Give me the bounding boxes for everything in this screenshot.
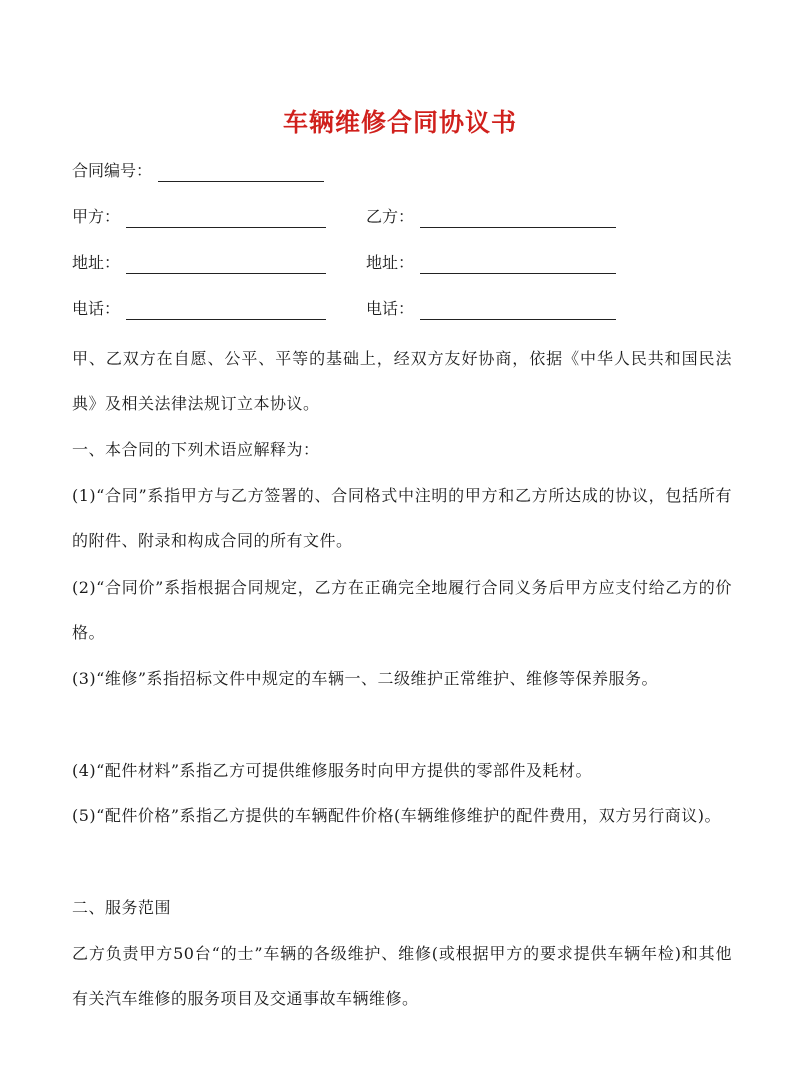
term-3-maintenance: (3)“维修”系指招标文件中规定的车辆一、二级维护正常维护、维修等保养服务。: [72, 669, 659, 688]
paragraph-preamble: 甲、乙双方在自愿、公平、平等的基础上，经双方友好协商，依据《中华人民共和国民法典》及相关法律法规订立本协议。: [72, 349, 732, 413]
section-2-heading: 二、服务范围: [72, 898, 172, 917]
phone-a-field: [72, 298, 326, 320]
party-b-field: [366, 206, 616, 228]
contract-number-blank: [158, 163, 324, 182]
party-b-label: 乙方：: [366, 207, 415, 226]
term-5-parts-price: (5)“配件价格”系指乙方提供的车辆配件价格(车辆维修维护的配件费用，双方另行商议)。: [72, 806, 722, 825]
phone-b-label: 电话：: [366, 299, 415, 318]
address-a-blank: [126, 255, 326, 274]
contract-number-label: 合同编号：: [72, 161, 153, 180]
party-b-blank: [420, 209, 616, 228]
phone-b-blank: [420, 301, 616, 320]
service-scope-paragraph: 乙方负责甲方50台“的士”车辆的各级维护、维修(或根据甲方的要求提供车辆年检)和其他有关汽车维修的服务项目及交通事故车辆维修。: [72, 944, 732, 1008]
contract-number-field: [72, 160, 324, 182]
address-a-field: [72, 252, 326, 274]
phone-a-label: 电话：: [72, 299, 121, 318]
address-a-label: 地址：: [72, 253, 121, 272]
section-1-heading: 一、本合同的下列术语应解释为：: [72, 440, 320, 459]
term-2-contract-price: (2)“合同价”系指根据合同规定，乙方在正确完全地履行合同义务后甲方应支付给乙方的价格。: [72, 578, 732, 642]
term-4-parts-materials: (4)“配件材料”系指乙方可提供维修服务时向甲方提供的零部件及耗材。: [72, 761, 593, 780]
party-a-label: 甲方：: [72, 207, 121, 226]
phone-a-blank: [126, 301, 326, 320]
document-title: 车辆维修合同协议书: [282, 108, 517, 137]
phone-b-field: [366, 298, 616, 320]
term-1-contract: (1)“合同”系指甲方与乙方签署的、合同格式中注明的甲方和乙方所达成的协议，包括所有的附件、附录和构成合同的所有文件。: [72, 486, 732, 550]
address-b-blank: [420, 255, 616, 274]
address-b-field: [366, 252, 616, 274]
address-b-label: 地址：: [366, 253, 415, 272]
party-a-blank: [126, 209, 326, 228]
party-a-field: [72, 206, 326, 228]
